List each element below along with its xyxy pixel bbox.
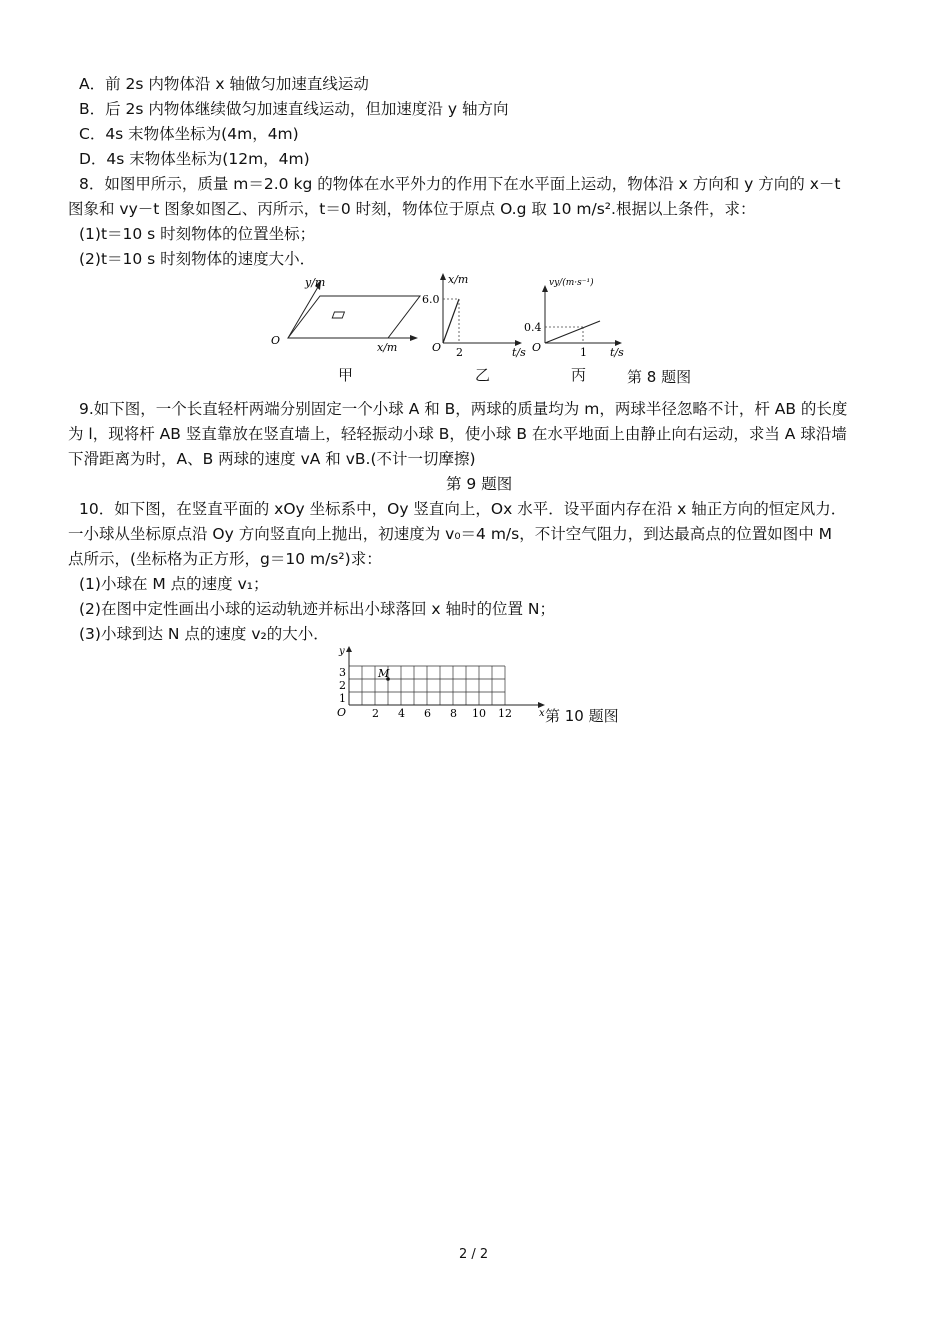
jia-y-label: y/m — [305, 276, 326, 289]
bing-origin: O — [532, 341, 542, 354]
q8-figure-caption: 第 8 题图 — [627, 368, 692, 386]
grid-x-tick: 8 — [450, 707, 457, 720]
jia-origin: O — [271, 334, 281, 347]
q8-sub2: (2)t＝10 s 时刻物体的速度大小． — [79, 250, 316, 268]
q8-line1: 8．如图甲所示，质量 m＝2.0 kg 的物体在水平外力的作用下在水平面上运动，物体沿 x 方向和 y 方向的 x－t — [79, 175, 841, 193]
q9-line2: 为 l，现将杆 AB 竖直靠放在竖直墙上，轻轻振动小球 B，使小球 B 在水平地面上由静止向右运动，求当 A 球沿墙 — [68, 425, 847, 443]
q10-line1: 10．如下图，在竖直平面的 xOy 坐标系中，Oy 竖直向上，Ox 水平．设平面内存在沿 x 轴正方向的恒定风力． — [79, 500, 847, 518]
q8-caption-jia: 甲 — [338, 366, 354, 384]
grid-origin: O — [337, 706, 347, 719]
grid-y-tick: 3 — [339, 666, 346, 679]
q10-figure-caption: 第 10 题图 — [545, 707, 619, 725]
block-icon — [332, 312, 344, 318]
grid-y-tick: 2 — [339, 679, 346, 692]
bing-y-tick: 0.4 — [524, 321, 542, 334]
q10-grid-figure — [333, 644, 548, 722]
option-d: D．4s 末物体坐标为(12m，4m) — [79, 150, 310, 168]
option-a: A．前 2s 内物体沿 x 轴做匀加速直线运动 — [79, 75, 369, 93]
yi-y-label: x/m — [448, 273, 469, 286]
q8-figure-jia — [265, 272, 425, 354]
q9-figure-caption: 第 9 题图 — [446, 475, 513, 493]
option-c: C．4s 末物体坐标为(4m，4m) — [79, 125, 299, 143]
point-m-label: M — [378, 667, 390, 680]
yi-y-tick: 6.0 — [422, 293, 440, 306]
q10-sub3: (3)小球到达 N 点的速度 v₂的大小． — [79, 625, 329, 643]
grid-x-tick: 4 — [398, 707, 405, 720]
yi-x-tick: 2 — [456, 346, 463, 358]
q8-line2: 图象和 vy－t 图象如图乙、丙所示，t＝0 时刻，物体位于原点 O.g 取 10 m/s².根据以上条件，求： — [68, 200, 756, 218]
page-number: 2 / 2 — [459, 1247, 489, 1262]
grid-y-label: y — [339, 646, 345, 657]
q8-figure-bing — [518, 272, 630, 358]
yi-x-label: t/s — [512, 346, 526, 358]
bing-y-label: vy/(m·s⁻¹) — [549, 278, 594, 288]
q10-line3: 点所示，(坐标格为正方形，g＝10 m/s²)求： — [68, 550, 382, 568]
grid-x-tick: 10 — [472, 707, 486, 720]
q10-sub1: (1)小球在 M 点的速度 v₁； — [79, 575, 269, 593]
q9-line1: 9.如下图，一个长直轻杆两端分别固定一个小球 A 和 B，两球的质量均为 m，两球半径忽略不计，杆 AB 的长度 — [79, 400, 848, 418]
q8-caption-bing: 丙 — [571, 366, 587, 384]
grid-x-tick: 12 — [498, 707, 512, 720]
q8-sub1: (1)t＝10 s 时刻物体的位置坐标； — [79, 225, 316, 243]
q8-figure-yi — [420, 272, 530, 358]
xt-line — [443, 299, 459, 343]
grid-x-tick: 2 — [372, 707, 379, 720]
vt-line — [545, 321, 600, 343]
yi-origin: O — [432, 341, 442, 354]
q9-line3: 下滑距离为时，A、B 两球的速度 vA 和 vB.(不计一切摩擦) — [68, 450, 476, 468]
jia-x-label: x/m — [377, 341, 398, 354]
grid-y-tick: 1 — [339, 692, 346, 705]
bing-x-label: t/s — [610, 346, 624, 358]
grid-x-tick: 6 — [424, 707, 431, 720]
bing-x-tick: 1 — [580, 346, 587, 358]
q10-sub2: (2)在图中定性画出小球的运动轨迹并标出小球落回 x 轴时的位置 N； — [79, 600, 556, 618]
grid-x-label: x — [539, 708, 545, 719]
q8-caption-yi: 乙 — [475, 366, 491, 384]
option-b: B．后 2s 内物体继续做匀加速直线运动，但加速度沿 y 轴方向 — [79, 100, 509, 118]
q10-line2: 一小球从坐标原点沿 Oy 方向竖直向上抛出，初速度为 v₀＝4 m/s，不计空气阻力，到达最高点的位置如图中 M — [68, 525, 833, 543]
grid-lines — [349, 666, 505, 705]
